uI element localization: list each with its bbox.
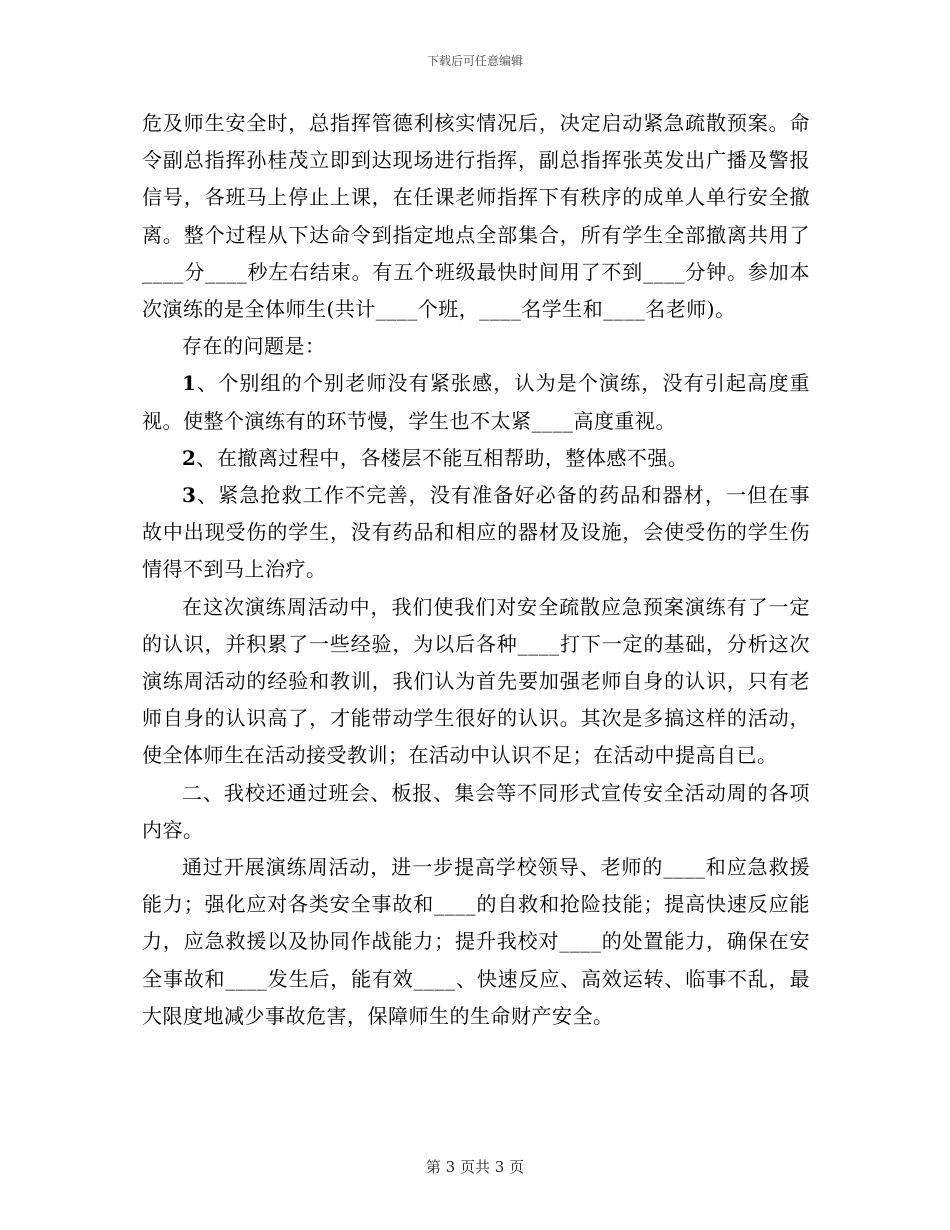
list-item-text: 、紧急抢救工作不完善，没有准备好必备的药品和器材，一但在事故中出现受伤的学生，没有药品和相应的器材及设施，会使受伤的学生伤情得不到马上治疗。 <box>142 483 810 582</box>
list-item-text: 、在撤离过程中，各楼层不能互相帮助，整体感不强。 <box>196 445 689 470</box>
paragraph-problem-1 <box>142 365 810 439</box>
list-number: 2 <box>182 445 197 470</box>
list-number: 1 <box>182 371 197 396</box>
paragraph-evacuation-summary: 危及师生安全时，总指挥管德利核实情况后，决定启动紧急疏散预案。命令副总指挥孙桂茂立即到达现场进行指挥，副总指挥张英发出广播及警报信号，各班马上停止上课，在任课老师指挥下有秩序的成单人单行安全撤离。整个过程从下达命令到指定地点全部集合，所有学生全部撤离共用了____分____秒左右结束。有五个班级最快时间用了不到____分钟。参加本次演练的是全体师生(共计____个班，____名学生和____名老师)。 <box>142 111 810 322</box>
page-footer: 第 3 页共 3 页 <box>425 1158 525 1176</box>
paragraph-problem-3 <box>142 477 810 589</box>
paragraph-conclusion: 通过开展演练周活动，进一步提高学校领导、老师的____和应急救援能力；强化应对各类安全事故和____的自救和抢险技能；提高快速反应能力，应急救援以及协同作战能力；提升我校对____的处置能力，确保在安全事故和____发生后，能有效____、快速反应、高效运转、临事不乱，最大限度地减少事故危害，保障师生的生命财产安全。 <box>142 855 810 1028</box>
paragraph-problems-heading: 存在的问题是： <box>182 334 326 359</box>
paragraph-problem-2 <box>142 440 810 477</box>
page-header: 下载后可任意编辑 <box>426 54 523 68</box>
document-body <box>142 105 810 1035</box>
paragraph-lessons: 在这次演练周活动中，我们使我们对安全疏散应急预案演练有了一定的认识，并积累了一些经验，为以后各种____打下一定的基础，分析这次演练周活动的经验和教训，我们认为首先要加强老师自身的认识，只有老师自身的认识高了，才能带动学生很好的认识。其次是多搞这样的活动，使全体师生在活动接受教训；在活动中认识不足；在活动中提高自已。 <box>142 594 810 768</box>
list-number: 3 <box>182 483 197 508</box>
paragraph-section-two: 二、我校还通过班会、板报、集会等不同形式宣传安全活动周的各项内容。 <box>142 780 810 842</box>
list-item-text: 、个别组的个别老师没有紧张感，认为是个演练，没有引起高度重视。使整个演练有的环节慢，学生也不太紧____高度重视。 <box>142 371 810 433</box>
